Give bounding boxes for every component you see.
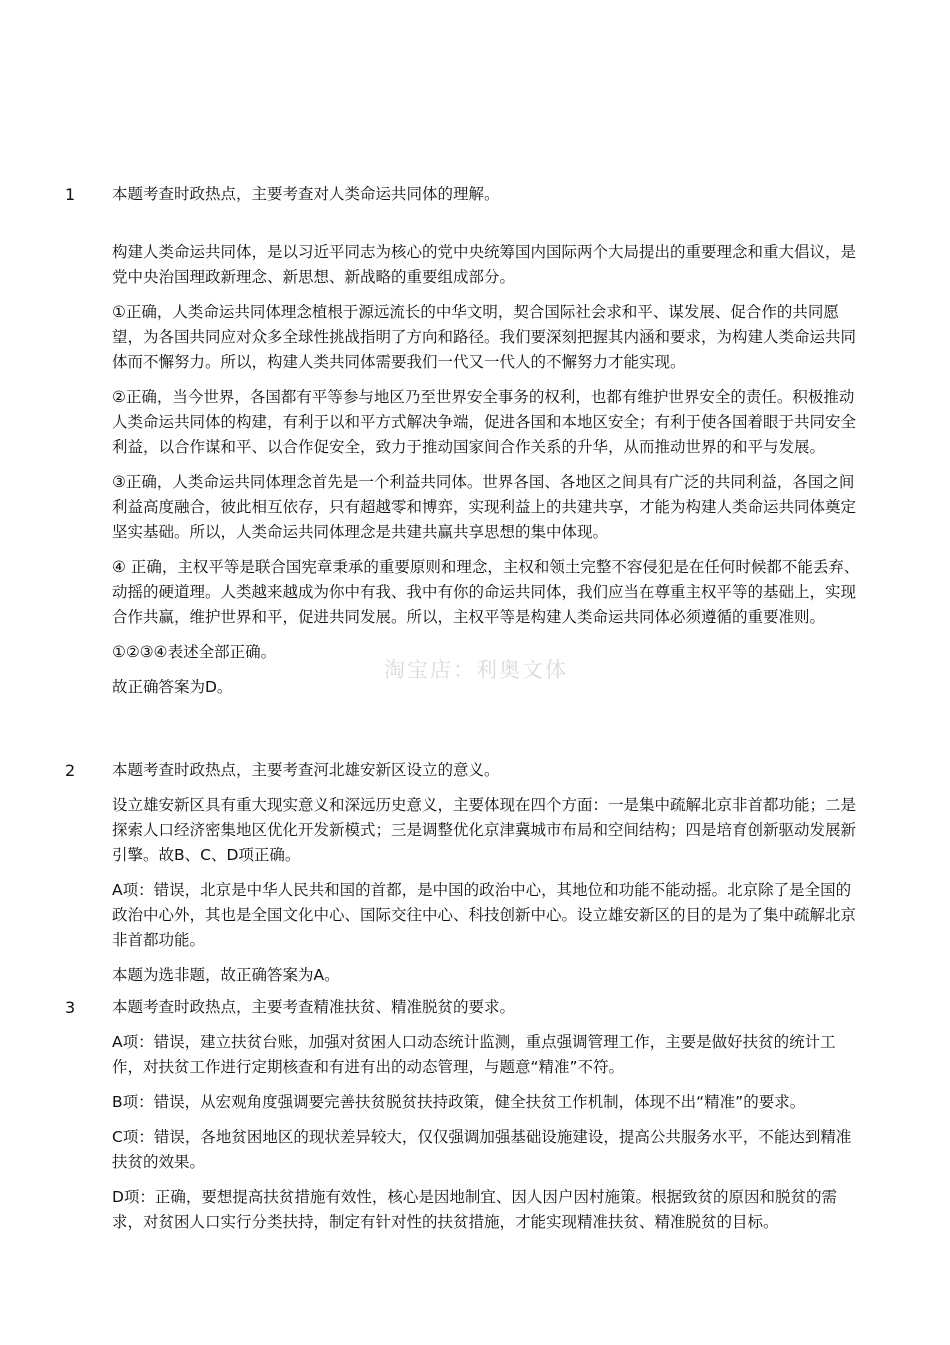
question-2-explanation bbox=[0, 758, 950, 988]
question-1-explanation bbox=[0, 182, 950, 700]
explanation-paragraph: ①②③④表述全部正确。 bbox=[112, 643, 277, 661]
question-number: 1 bbox=[65, 185, 76, 204]
answer-line: 故正确答案为D。 bbox=[112, 678, 233, 696]
answer-line: 本题为选非题，故正确答案为A。 bbox=[112, 966, 340, 984]
explanation-paragraph: A项：错误，北京是中华人民共和国的首都，是中国的政治中心，其地位和功能不能动摇。北京除了是全国的政治中心外，其也是全国文化中心、国际交往中心、科技创新中心。设立雄安新区的目的是为了集中疏解北京非首都功能。 bbox=[112, 881, 857, 949]
explanation-paragraph: A项：错误，建立扶贫台账，加强对贫困人口动态统计监测，重点强调管理工作，主要是做好扶贫的统计工作，对扶贫工作进行定期核查和有进有出的动态管理，与题意“精准”不符。 bbox=[112, 1033, 836, 1076]
question-number: 2 bbox=[65, 761, 76, 780]
question-intro: 本题考查时政热点，主要考查精准扶贫、精准脱贫的要求。 bbox=[112, 998, 516, 1016]
explanation-paragraph: ①正确，人类命运共同体理念植根于源远流长的中华文明，契合国际社会求和平、谋发展、促合作的共同愿望，为各国共同应对众多全球性挑战指明了方向和路径。我们要深刻把握其内涵和要求，为构建人类命运共同体而不懈努力。所以，构建人类共同体需要我们一代又一代人的不懈努力才能实现。 bbox=[112, 303, 857, 371]
explanation-paragraph: 构建人类命运共同体，是以习近平同志为核心的党中央统筹国内国际两个大局提出的重要理念和重大倡议，是党中央治国理政新理念、新思想、新战略的重要组成部分。 bbox=[112, 243, 857, 286]
question-number: 3 bbox=[65, 998, 76, 1017]
explanation-paragraph: C项：错误，各地贫困地区的现状差异较大，仅仅强调加强基础设施建设，提高公共服务水平，不能达到精准扶贫的效果。 bbox=[112, 1128, 852, 1171]
explanation-paragraph: B项：错误，从宏观角度强调要完善扶贫脱贫扶持政策，健全扶贫工作机制，体现不出“精准”的要求。 bbox=[112, 1093, 806, 1111]
question-intro: 本题考查时政热点，主要考查对人类命运共同体的理解。 bbox=[112, 185, 500, 203]
explanation-paragraph: 设立雄安新区具有重大现实意义和深远历史意义，主要体现在四个方面：一是集中疏解北京非首都功能；二是探索人口经济密集地区优化开发新模式；三是调整优化京津冀城市布局和空间结构；四是培育创新驱动发展新引擎。故B、C、D项正确。 bbox=[112, 796, 857, 864]
explanation-paragraph: ②正确，当今世界，各国都有平等参与地区乃至世界安全事务的权利，也都有维护世界安全的责任。积极推动人类命运共同体的构建，有利于以和平方式解决争端，促进各国和本地区安全；有利于使各国着眼于共同安全利益，以合作谋和平、以合作促安全，致力于推动国家间合作关系的升华，从而推动世界的和平与发展。 bbox=[112, 388, 857, 456]
explanation-paragraph: ③正确，人类命运共同体理念首先是一个利益共同体。世界各国、各地区之间具有广泛的共同利益，各国之间利益高度融合，彼此相互依存，只有超越零和博弈，实现利益上的共建共享，才能为构建人类命运共同体奠定坚实基础。所以，人类命运共同体理念是共建共赢共享思想的集中体现。 bbox=[112, 473, 857, 541]
question-intro: 本题考查时政热点，主要考查河北雄安新区设立的意义。 bbox=[112, 761, 500, 779]
question-3-explanation bbox=[0, 995, 950, 1235]
explanation-paragraph: ④ 正确，主权平等是联合国宪章秉承的重要原则和理念，主权和领土完整不容侵犯是在任何时候都不能丢弃、动摇的硬道理。人类越来越成为你中有我、我中有你的命运共同体，我们应当在尊重主权平等的基础上，实现合作共赢，维护世界和平，促进共同发展。所以，主权平等是构建人类命运共同体必须遵循的重要准则。 bbox=[112, 558, 860, 626]
shop-watermark: 淘宝店：利奥文体 bbox=[384, 658, 568, 682]
explanation-paragraph: D项：正确，要想提高扶贫措施有效性，核心是因地制宜、因人因户因村施策。根据致贫的原因和脱贫的需求，对贫困人口实行分类扶持，制定有针对性的扶贫措施，才能实现精准扶贫、精准脱贫的目标。 bbox=[112, 1188, 837, 1231]
